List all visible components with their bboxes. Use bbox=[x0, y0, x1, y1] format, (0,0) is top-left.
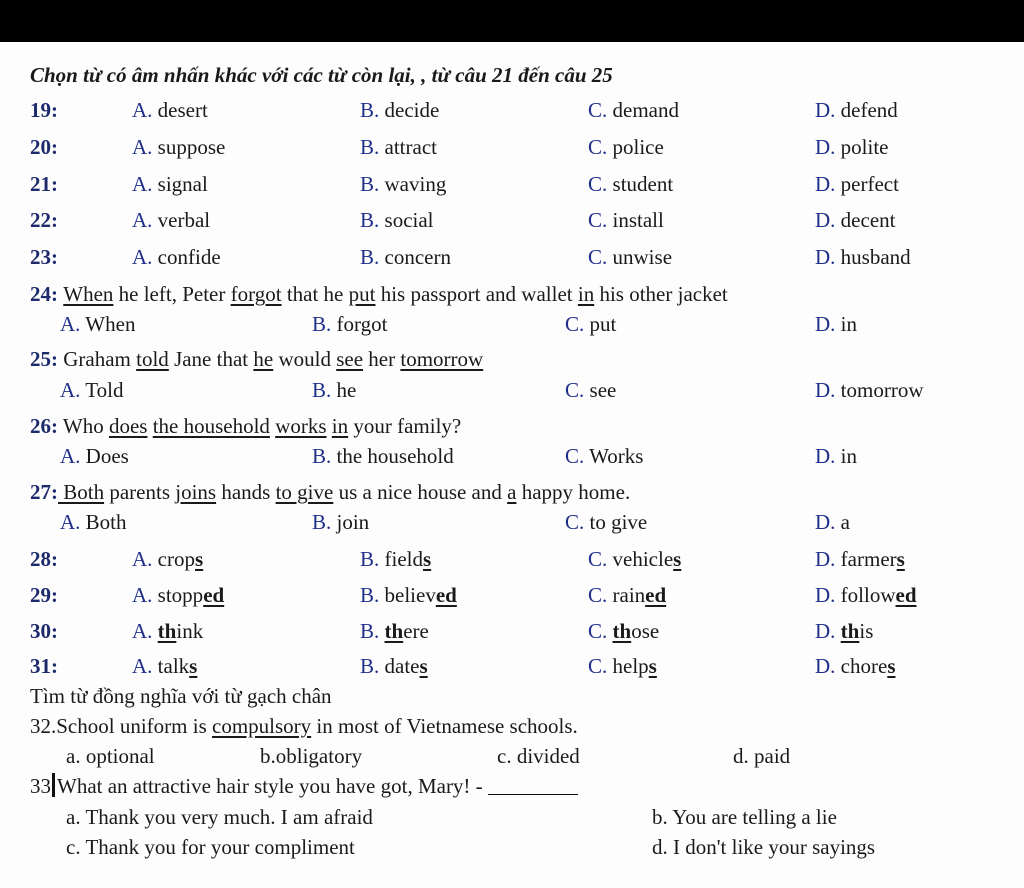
option-b[interactable]: B. he bbox=[312, 378, 357, 402]
question-28 bbox=[0, 542, 1024, 576]
option-b[interactable]: B. concern bbox=[360, 245, 451, 269]
option-a[interactable]: A. talks bbox=[132, 654, 198, 678]
worksheet-page bbox=[0, 42, 1024, 888]
option-a[interactable]: A. verbal bbox=[132, 208, 211, 232]
option-d[interactable]: D. perfect bbox=[815, 172, 899, 196]
question-27-sentence bbox=[0, 475, 1024, 509]
instruction-title-line bbox=[0, 58, 1024, 92]
option-a[interactable]: A. suppose bbox=[132, 135, 226, 159]
option-c[interactable]: C. put bbox=[565, 312, 617, 336]
question-22 bbox=[0, 203, 1024, 237]
option-a[interactable]: A. think bbox=[132, 619, 204, 643]
synonym-heading-line bbox=[0, 679, 1024, 713]
top-black-bar bbox=[0, 0, 1024, 42]
option-b[interactable]: b.obligatory bbox=[260, 744, 363, 768]
option-c[interactable]: C. those bbox=[588, 619, 660, 643]
option-a[interactable]: A. Both bbox=[60, 510, 127, 534]
question-number: 20: bbox=[30, 135, 58, 159]
question-19 bbox=[0, 93, 1024, 127]
question-20 bbox=[0, 130, 1024, 164]
option-a[interactable]: A. desert bbox=[132, 98, 208, 122]
question-23 bbox=[0, 240, 1024, 274]
option-c[interactable]: C. Works bbox=[565, 444, 644, 468]
option-d[interactable]: D. polite bbox=[815, 135, 889, 159]
option-d[interactable]: D. farmers bbox=[815, 547, 905, 571]
question-32-sentence bbox=[0, 709, 1024, 743]
option-a[interactable]: A. Does bbox=[60, 444, 129, 468]
question-25-options bbox=[0, 373, 1024, 407]
option-d[interactable]: d. paid bbox=[733, 744, 791, 768]
option-b[interactable]: B. decide bbox=[360, 98, 440, 122]
option-b[interactable]: B. waving bbox=[360, 172, 447, 196]
option-b[interactable]: B. believed bbox=[360, 583, 457, 607]
option-b[interactable]: B. fields bbox=[360, 547, 432, 571]
option-d[interactable]: D. in bbox=[815, 312, 858, 336]
option-a[interactable]: A. signal bbox=[132, 172, 208, 196]
question-31 bbox=[0, 649, 1024, 683]
option-a[interactable]: a. Thank you very much. I am afraid bbox=[66, 805, 373, 829]
option-d[interactable]: D. chores bbox=[815, 654, 896, 678]
option-d[interactable]: D. this bbox=[815, 619, 874, 643]
option-d[interactable]: D. decent bbox=[815, 208, 896, 232]
option-b[interactable]: B. attract bbox=[360, 135, 437, 159]
option-a[interactable]: A. stopped bbox=[132, 583, 225, 607]
option-b[interactable]: B. there bbox=[360, 619, 429, 643]
option-b[interactable]: B. social bbox=[360, 208, 434, 232]
option-c[interactable]: C. install bbox=[588, 208, 664, 232]
sentence-text: 32.School uniform is compulsory in most of Vietnamese schools. bbox=[30, 714, 578, 738]
option-c[interactable]: C. vehicles bbox=[588, 547, 682, 571]
question-number: 22: bbox=[30, 208, 58, 232]
question-33-options-row2 bbox=[0, 830, 1024, 864]
option-d[interactable]: D. in bbox=[815, 444, 858, 468]
question-30 bbox=[0, 614, 1024, 648]
option-d[interactable]: D. followed bbox=[815, 583, 917, 607]
option-b[interactable]: b. You are telling a lie bbox=[652, 805, 837, 829]
question-number: 19: bbox=[30, 98, 58, 122]
option-a[interactable]: A. crops bbox=[132, 547, 204, 571]
option-c[interactable]: C. unwise bbox=[588, 245, 673, 269]
question-26-sentence bbox=[0, 409, 1024, 443]
option-a[interactable]: A. confide bbox=[132, 245, 221, 269]
answer-blank[interactable] bbox=[488, 774, 578, 795]
question-number: 31: bbox=[30, 654, 58, 678]
option-c[interactable]: C. police bbox=[588, 135, 664, 159]
question-number: 30: bbox=[30, 619, 58, 643]
question-number: 23: bbox=[30, 245, 58, 269]
option-d[interactable]: D. defend bbox=[815, 98, 898, 122]
sentence-text: 27: Both parents joins hands to give us a nice house and a happy home. bbox=[30, 480, 631, 504]
option-c[interactable]: c. divided bbox=[497, 744, 580, 768]
question-24-sentence bbox=[0, 277, 1024, 311]
option-c[interactable]: C. student bbox=[588, 172, 674, 196]
sentence-text: 25: Graham told Jane that he would see her tomorrow bbox=[30, 347, 484, 371]
option-c[interactable]: C. helps bbox=[588, 654, 657, 678]
option-c[interactable]: c. Thank you for your compliment bbox=[66, 835, 355, 859]
option-c[interactable]: C. see bbox=[565, 378, 617, 402]
option-b[interactable]: B. the household bbox=[312, 444, 454, 468]
question-33-sentence bbox=[0, 769, 1024, 803]
question-number: 28: bbox=[30, 547, 58, 571]
question-21 bbox=[0, 167, 1024, 201]
option-a[interactable]: A. When bbox=[60, 312, 136, 336]
question-33-options-row1 bbox=[0, 800, 1024, 834]
synonym-heading: Tìm từ đồng nghĩa với từ gạch chân bbox=[30, 684, 332, 708]
question-32-options bbox=[0, 739, 1024, 773]
option-d[interactable]: d. I don't like your sayings bbox=[652, 835, 876, 859]
option-b[interactable]: B. dates bbox=[360, 654, 428, 678]
instruction-title: Chọn từ có âm nhấn khác với các từ còn lại, , từ câu 21 đến câu 25 bbox=[30, 63, 613, 87]
question-29 bbox=[0, 578, 1024, 612]
sentence-text: 24: When he left, Peter forgot that he put his passport and wallet in his other jacket bbox=[30, 282, 728, 306]
text-cursor bbox=[52, 773, 55, 797]
question-26-options bbox=[0, 439, 1024, 473]
option-b[interactable]: B. join bbox=[312, 510, 370, 534]
option-c[interactable]: C. to give bbox=[565, 510, 648, 534]
option-c[interactable]: C. rained bbox=[588, 583, 667, 607]
option-b[interactable]: B. forgot bbox=[312, 312, 388, 336]
question-27-options bbox=[0, 505, 1024, 539]
option-c[interactable]: C. demand bbox=[588, 98, 679, 122]
option-d[interactable]: D. tomorrow bbox=[815, 378, 924, 402]
option-a[interactable]: A. Told bbox=[60, 378, 124, 402]
question-25-sentence bbox=[0, 342, 1024, 376]
question-number: 21: bbox=[30, 172, 58, 196]
sentence-text: 26: Who does the household works in your family? bbox=[30, 414, 462, 438]
question-24-options bbox=[0, 307, 1024, 341]
sentence-text: 33 What an attractive hair style you have got, Mary! - bbox=[30, 769, 578, 803]
question-number: 29: bbox=[30, 583, 58, 607]
option-d[interactable]: D. a bbox=[815, 510, 850, 534]
option-d[interactable]: D. husband bbox=[815, 245, 911, 269]
option-a[interactable]: a. optional bbox=[66, 744, 155, 768]
